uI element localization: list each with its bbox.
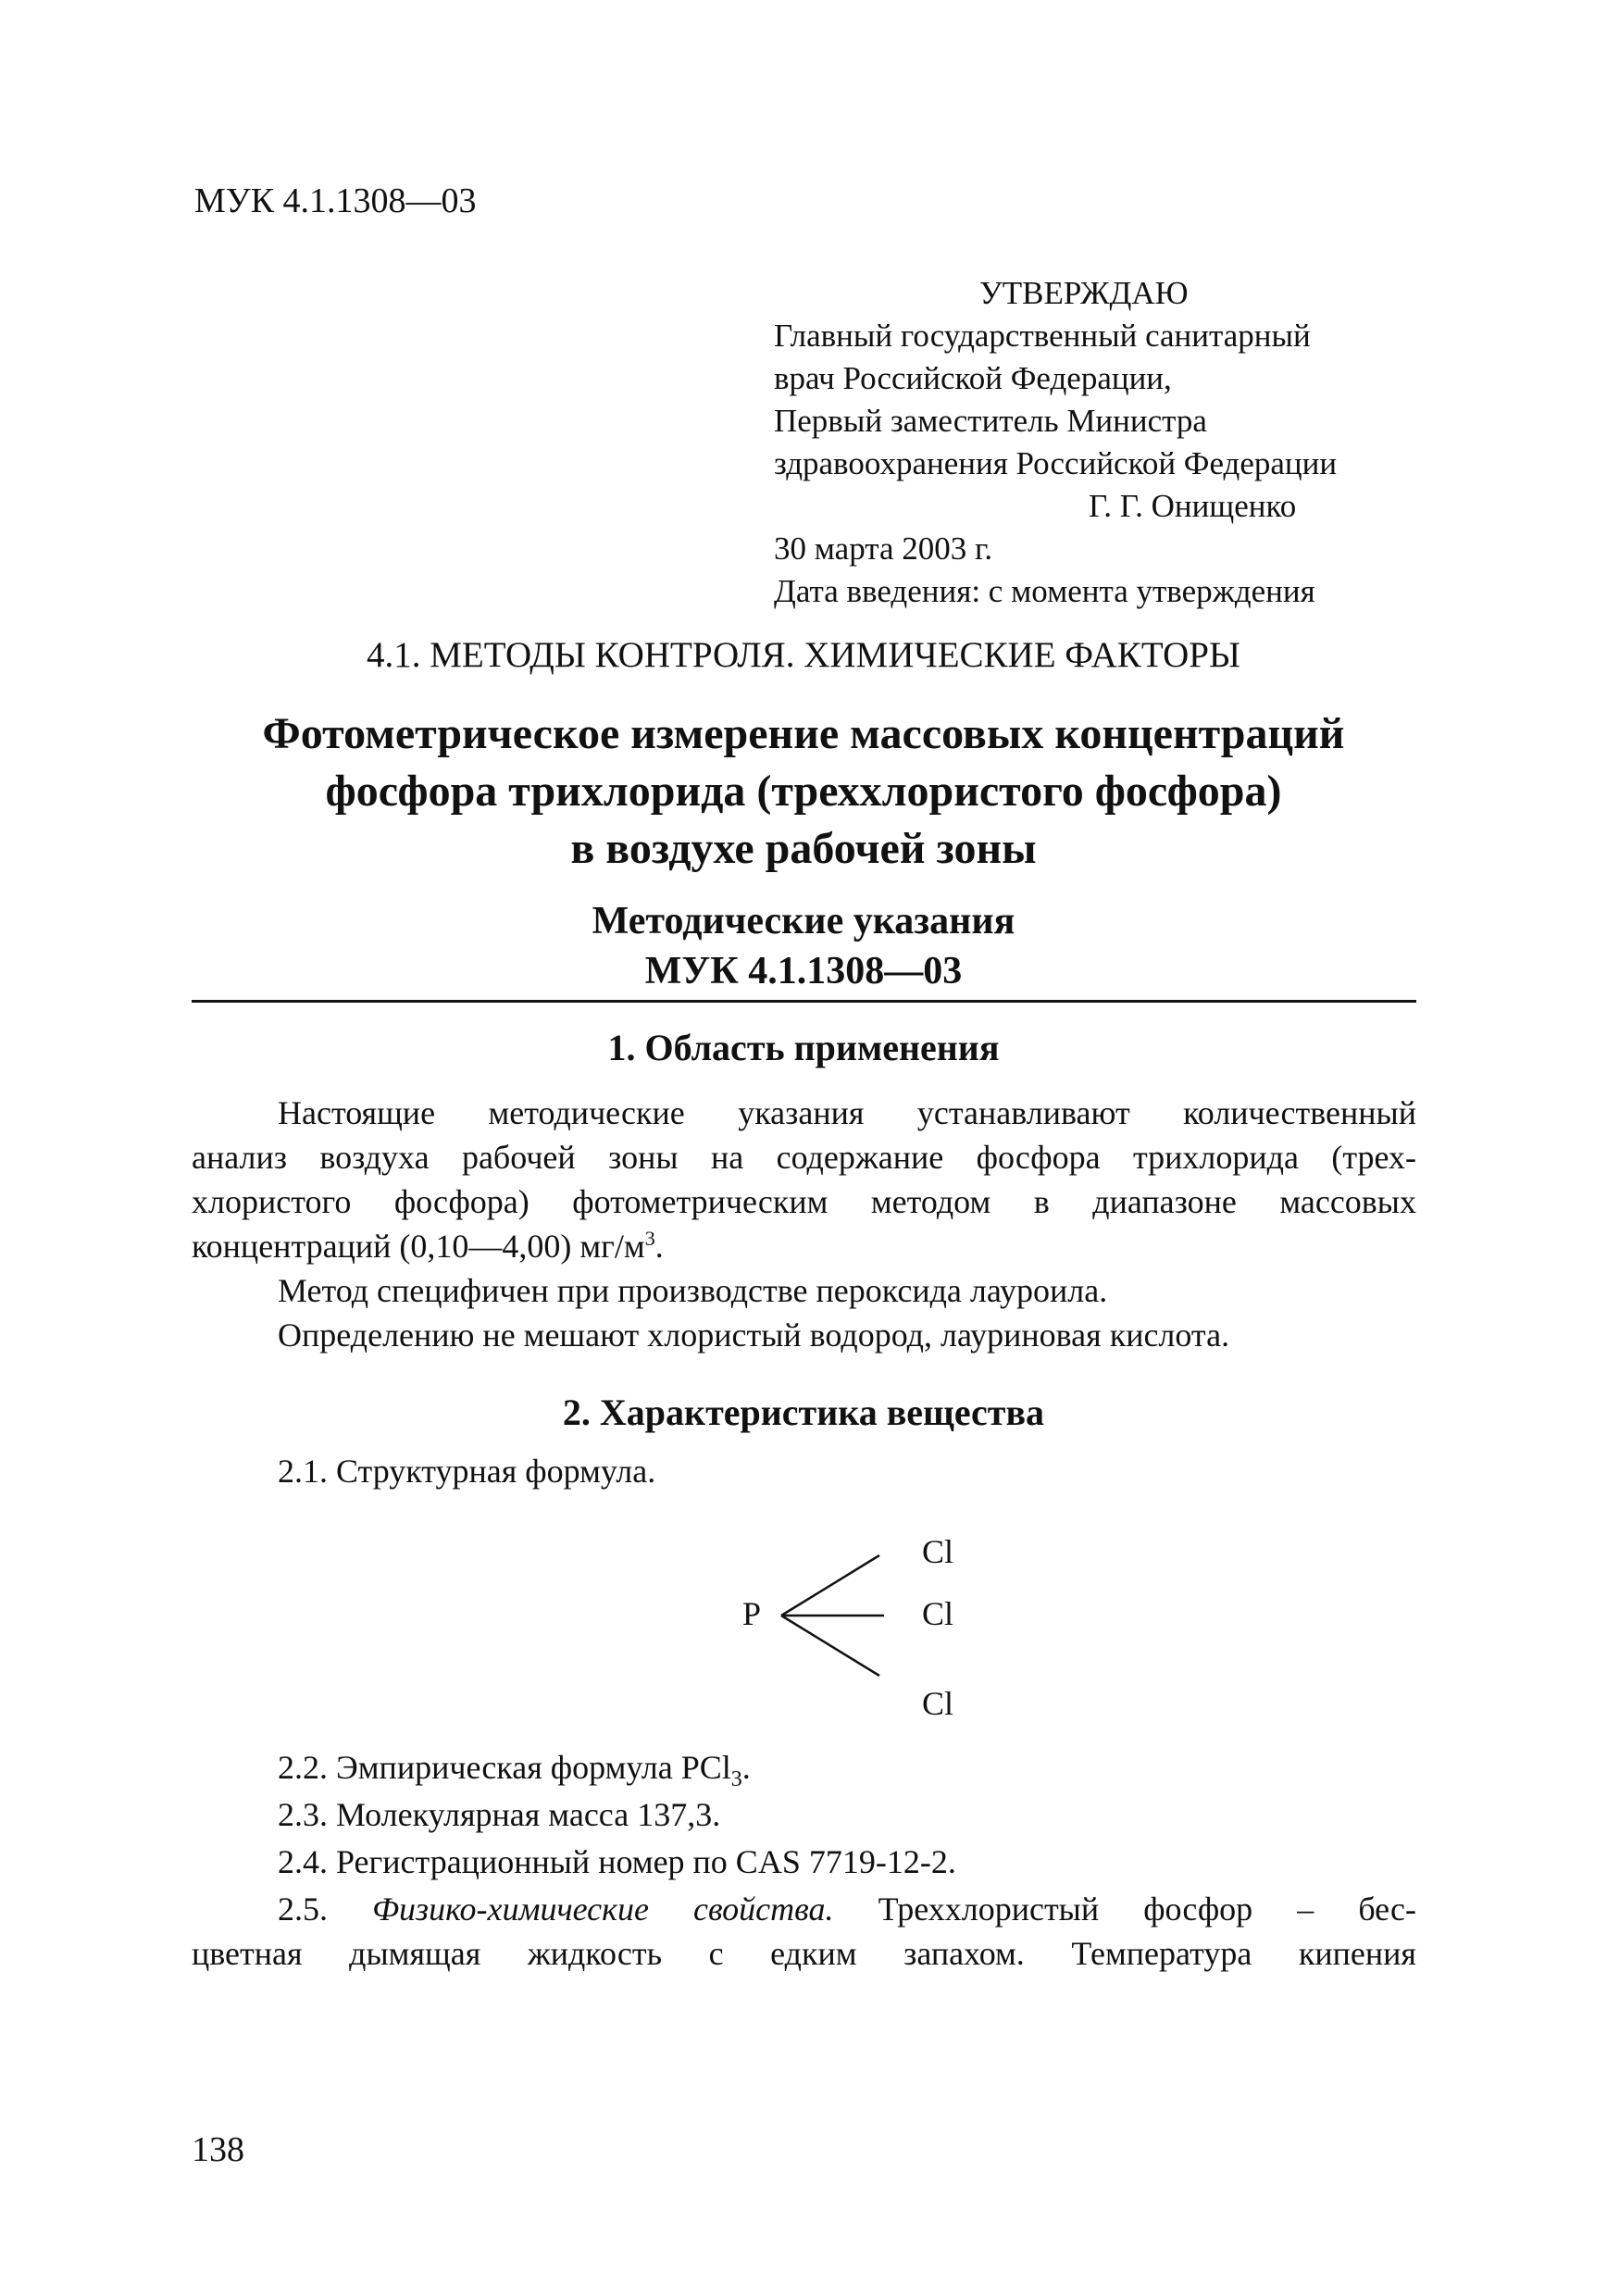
paragraph-line: Определению не мешают хлористый водород, лауриновая кислота. [278,1316,1230,1354]
main-title-line: фосфора трихлорида (треххлористого фосфора) [325,767,1282,816]
page-number: 138 [192,2130,244,2169]
header-doc-code: МУК 4.1.1308—03 [194,181,477,220]
item-2-5 [192,1887,1416,1976]
item-2-2: 2.2. Эмпирическая формула PCl$_3$. [278,1749,751,1792]
approval-signatory: Г. Г. Онищенко [1089,488,1297,524]
formula-bond [781,1555,879,1616]
formula-atom-p: P [742,1595,762,1632]
subtitle-code: МУК 4.1.1308—03 [644,950,963,992]
section1-heading: 1. Область применения [607,1027,1000,1068]
approval-block [774,272,1422,613]
formula-atom-cl: Cl [922,1533,954,1570]
item-2-1: 2.1. Структурная формула. [278,1453,656,1490]
section2-heading: 2. Характеристика вещества [562,1391,1045,1433]
approval-line: здравоохранения Российской Федерации [774,445,1338,481]
subtitle-line: Методические указания [592,900,1015,942]
approval-line: врач Российской Федерации, [774,360,1172,396]
approval-line: Главный государственный санитарный [774,318,1311,354]
section-title: 4.1. МЕТОДЫ КОНТРОЛЯ. ХИМИЧЕСКИЕ ФАКТОРЫ [367,635,1240,675]
paragraph-line: Настоящие методические указания устанавливают количественный [278,1094,1416,1131]
approval-date: 30 марта 2003 г. [774,530,993,567]
italic-term: Физико-химические свойства. [372,1890,834,1928]
formula-atom-cl: Cl [922,1685,954,1722]
main-title [0,705,1607,878]
main-title-line: Фотометрическое измерение массовых концентраций [262,709,1345,758]
item-2-4: 2.4. Регистрационный номер по CAS 7719-12-2. [278,1843,956,1880]
structural-formula [731,1500,1009,1741]
subtitle [0,896,1607,996]
paragraph-line: хлористого фосфора) фотометрическим методом в диапазоне массовых [192,1183,1416,1220]
paragraph-line: 2.5. Физико-химические свойства. Треххлористый фосфор – бес- [278,1890,1417,1928]
item-2-3: 2.3. Молекулярная масса 137,3. [278,1796,721,1833]
paragraph-line: анализ воздуха рабочей зоны на содержание фосфора трихлорида (трех- [192,1139,1416,1176]
section1-paragraph [192,1091,1416,1357]
paragraph-line: цветная дымящая жидкость с едким запахом. Температура кипения [192,1935,1416,1972]
formula-bond [781,1616,879,1676]
main-title-line: в воздухе рабочей зоны [570,824,1037,873]
approval-line: Первый заместитель Министра [774,403,1207,439]
paragraph-line: Метод специфичен при производстве пероксида лауроила. [278,1272,1108,1309]
title-divider [192,1000,1416,1003]
approval-title: УТВЕРЖДАЮ [979,275,1189,311]
formula-atom-cl: Cl [922,1595,954,1632]
approval-effective-date: Дата введения: с момента утверждения [774,573,1315,609]
paragraph-line: концентраций (0,10—4,00) $мг/м^3$. [192,1227,664,1265]
